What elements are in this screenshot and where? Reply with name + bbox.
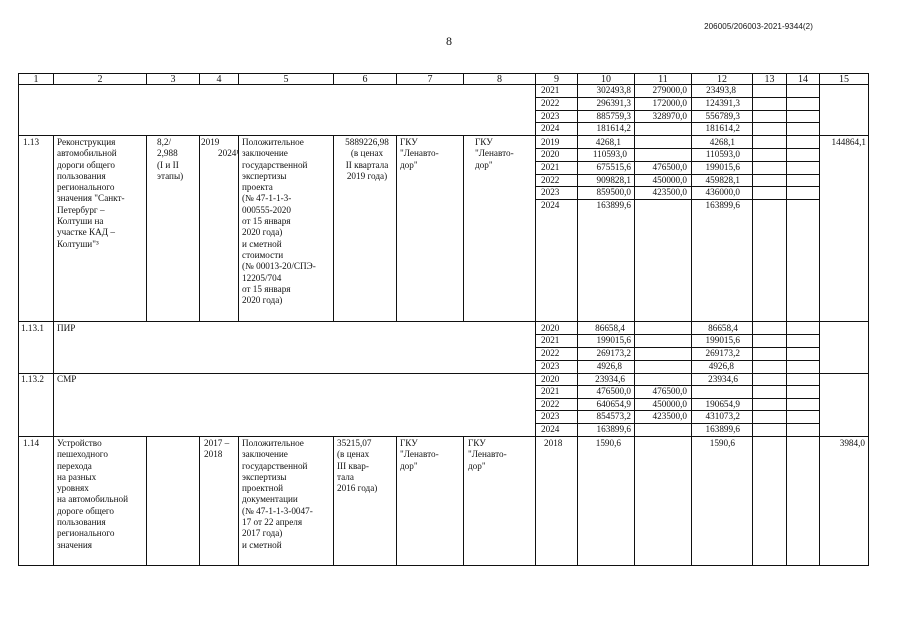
regional-cell: 23934,6 <box>708 374 738 384</box>
total-cell: 296391,3 <box>596 98 631 108</box>
total-cell: 199015,6 <box>596 335 631 345</box>
total-cell: 859500,0 <box>596 187 631 197</box>
header-col-9: 9 <box>554 74 559 85</box>
header-col-8: 8 <box>497 74 502 85</box>
header-col-5: 5 <box>283 74 289 85</box>
header-col-4: 4 <box>216 74 222 85</box>
header-col-12: 12 <box>717 74 727 85</box>
year-cell: 2023 <box>541 187 560 197</box>
object-name: СМР <box>57 374 77 384</box>
federal-cell: 423500,0 <box>652 411 687 421</box>
year-cell: 2024 <box>541 200 560 210</box>
regional-cell: 556789,3 <box>705 111 740 121</box>
estimated-cost: 5889226,98 (в ценах II квартала 2019 года) <box>345 137 389 181</box>
regional-cell: 124391,3 <box>705 98 740 108</box>
regional-cell: 436000,0 <box>705 187 740 197</box>
regional-cell: 431073,2 <box>705 411 740 421</box>
item-number: 1.13.1 <box>21 323 44 333</box>
remaining-cost: 3984,0 <box>839 438 865 448</box>
federal-cell: 476500,0 <box>652 386 687 396</box>
federal-cell: 328970,0 <box>652 111 687 121</box>
year-cell: 2023 <box>541 411 560 421</box>
federal-cell: 172000,0 <box>652 98 687 108</box>
year-cell: 2019 <box>541 137 560 147</box>
header-col-14: 14 <box>798 74 808 85</box>
object-name: Устройство пешеходного перехода на разных уровнях на автомобильной дороге общего пользования регионального значения <box>57 438 128 550</box>
builder: ГКУ "Ленавто- дор" <box>468 438 507 471</box>
total-cell: 86658,4 <box>595 323 625 333</box>
regional-cell: 459828,1 <box>705 175 740 185</box>
regional-cell: 199015,6 <box>705 162 740 172</box>
customer: ГКУ "Ленавто- дор" <box>400 438 439 471</box>
total-cell: 4268,1 <box>595 137 621 147</box>
regional-cell: 190654,9 <box>705 399 740 409</box>
total-cell: 110593,0 <box>592 149 627 159</box>
year-cell: 2020 <box>541 374 560 384</box>
total-cell: 640654,9 <box>596 399 631 409</box>
regional-cell: 181614,2 <box>705 123 740 133</box>
builder: ГКУ "Ленавто- дор" <box>475 137 514 170</box>
header-col-1: 1 <box>33 74 39 85</box>
header-col-13: 13 <box>764 74 775 85</box>
regional-cell: 4926,8 <box>708 361 734 371</box>
header-col-3: 3 <box>170 74 176 85</box>
year-cell: 2021 <box>541 162 560 172</box>
total-cell: 885759,3 <box>596 111 631 121</box>
year-cell: 2024 <box>541 123 560 133</box>
object-name: ПИР <box>57 323 76 333</box>
federal-cell: 423500,0 <box>652 187 687 197</box>
total-cell: 4926,8 <box>596 361 622 371</box>
total-cell: 909828,1 <box>596 175 631 185</box>
customer: ГКУ "Ленавто- дор" <box>400 137 439 170</box>
period-end: 2018 <box>204 449 223 459</box>
header-col-2: 2 <box>97 74 103 85</box>
federal-cell: 476500,0 <box>652 162 687 172</box>
year-cell: 2021 <box>541 335 560 345</box>
year-cell: 2020 <box>541 149 560 159</box>
regional-cell: 1590,6 <box>709 438 735 448</box>
capacity: 8,2/ 2,988 (I и II этапы) <box>157 137 184 181</box>
regional-cell: 163899,6 <box>705 200 740 210</box>
item-number: 1.13 <box>23 137 40 147</box>
year-cell: 2024 <box>541 424 560 434</box>
total-cell: 163899,6 <box>596 424 631 434</box>
page-number: 8 <box>446 34 452 48</box>
regional-cell: 199015,6 <box>705 335 740 345</box>
period-start: 2017 – <box>204 438 230 448</box>
regional-cell: 110593,0 <box>705 149 740 159</box>
total-cell: 181614,2 <box>596 123 631 133</box>
total-cell: 269173,2 <box>596 348 631 358</box>
document-code: 206005/206003-2021-9344(2) <box>704 22 813 31</box>
header-col-15: 15 <box>839 74 849 85</box>
header-col-10: 10 <box>601 74 611 85</box>
year-cell: 2020 <box>541 323 560 333</box>
period-end: 2024¹ <box>218 148 240 158</box>
regional-cell: 269173,2 <box>705 348 740 358</box>
approval-documents: Положительное заключение государственной экспертизы проекта (№ 47-1-1-3- 000555-2020 от 15 января 2020 года) и сметной стоимости (№ 00013-20/СПЭ- 12205/704 от 15 января 2020 года) <box>242 137 316 306</box>
total-cell: 23934,6 <box>595 374 625 384</box>
regional-cell: 23493,8 <box>706 85 736 95</box>
item-number: 1.14 <box>23 438 40 448</box>
year-cell: 2023 <box>541 111 560 121</box>
year-cell: 2022 <box>541 175 560 185</box>
object-name: Реконструкция автомобильной дороги общего пользования регионального значения "Санкт- Петербург – Колтуши на участке КАД – Колтуши"³ <box>57 137 125 249</box>
total-cell: 163899,6 <box>596 200 631 210</box>
estimated-cost: 35215,07 (в ценах III квар- тала 2016 года) <box>337 438 378 494</box>
header-col-11: 11 <box>658 74 668 85</box>
year-cell: 2021 <box>541 85 560 95</box>
total-cell: 476500,0 <box>596 386 631 396</box>
year-cell: 2022 <box>541 98 560 108</box>
year-cell: 2021 <box>541 386 560 396</box>
header-col-6: 6 <box>362 74 368 85</box>
total-cell: 854573,2 <box>596 411 631 421</box>
remaining-cost: 144864,1 <box>831 137 866 147</box>
total-cell: 302493,8 <box>596 85 631 95</box>
federal-cell: 279000,0 <box>652 85 687 95</box>
period-start: 2019 <box>201 137 220 147</box>
approval-documents: Положительное заключение государственной экспертизы проектной документации (№ 47-1-1-3-0047- 17 от 22 апреля 2017 года) и сметной <box>242 438 313 550</box>
total-cell: 1590,6 <box>595 438 621 448</box>
year-cell: 2022 <box>541 399 560 409</box>
total-cell: 675515,6 <box>596 162 631 172</box>
year-cell: 2023 <box>541 361 560 371</box>
year-cell: 2022 <box>541 348 560 358</box>
regional-cell: 4268,1 <box>709 137 735 147</box>
regional-cell: 86658,4 <box>708 323 738 333</box>
federal-cell: 450000,0 <box>652 175 687 185</box>
regional-cell: 163899,6 <box>705 424 740 434</box>
item-number: 1.13.2 <box>21 374 44 384</box>
federal-cell: 450000,0 <box>652 399 687 409</box>
year-cell: 2018 <box>544 438 563 448</box>
header-col-7: 7 <box>427 74 433 85</box>
